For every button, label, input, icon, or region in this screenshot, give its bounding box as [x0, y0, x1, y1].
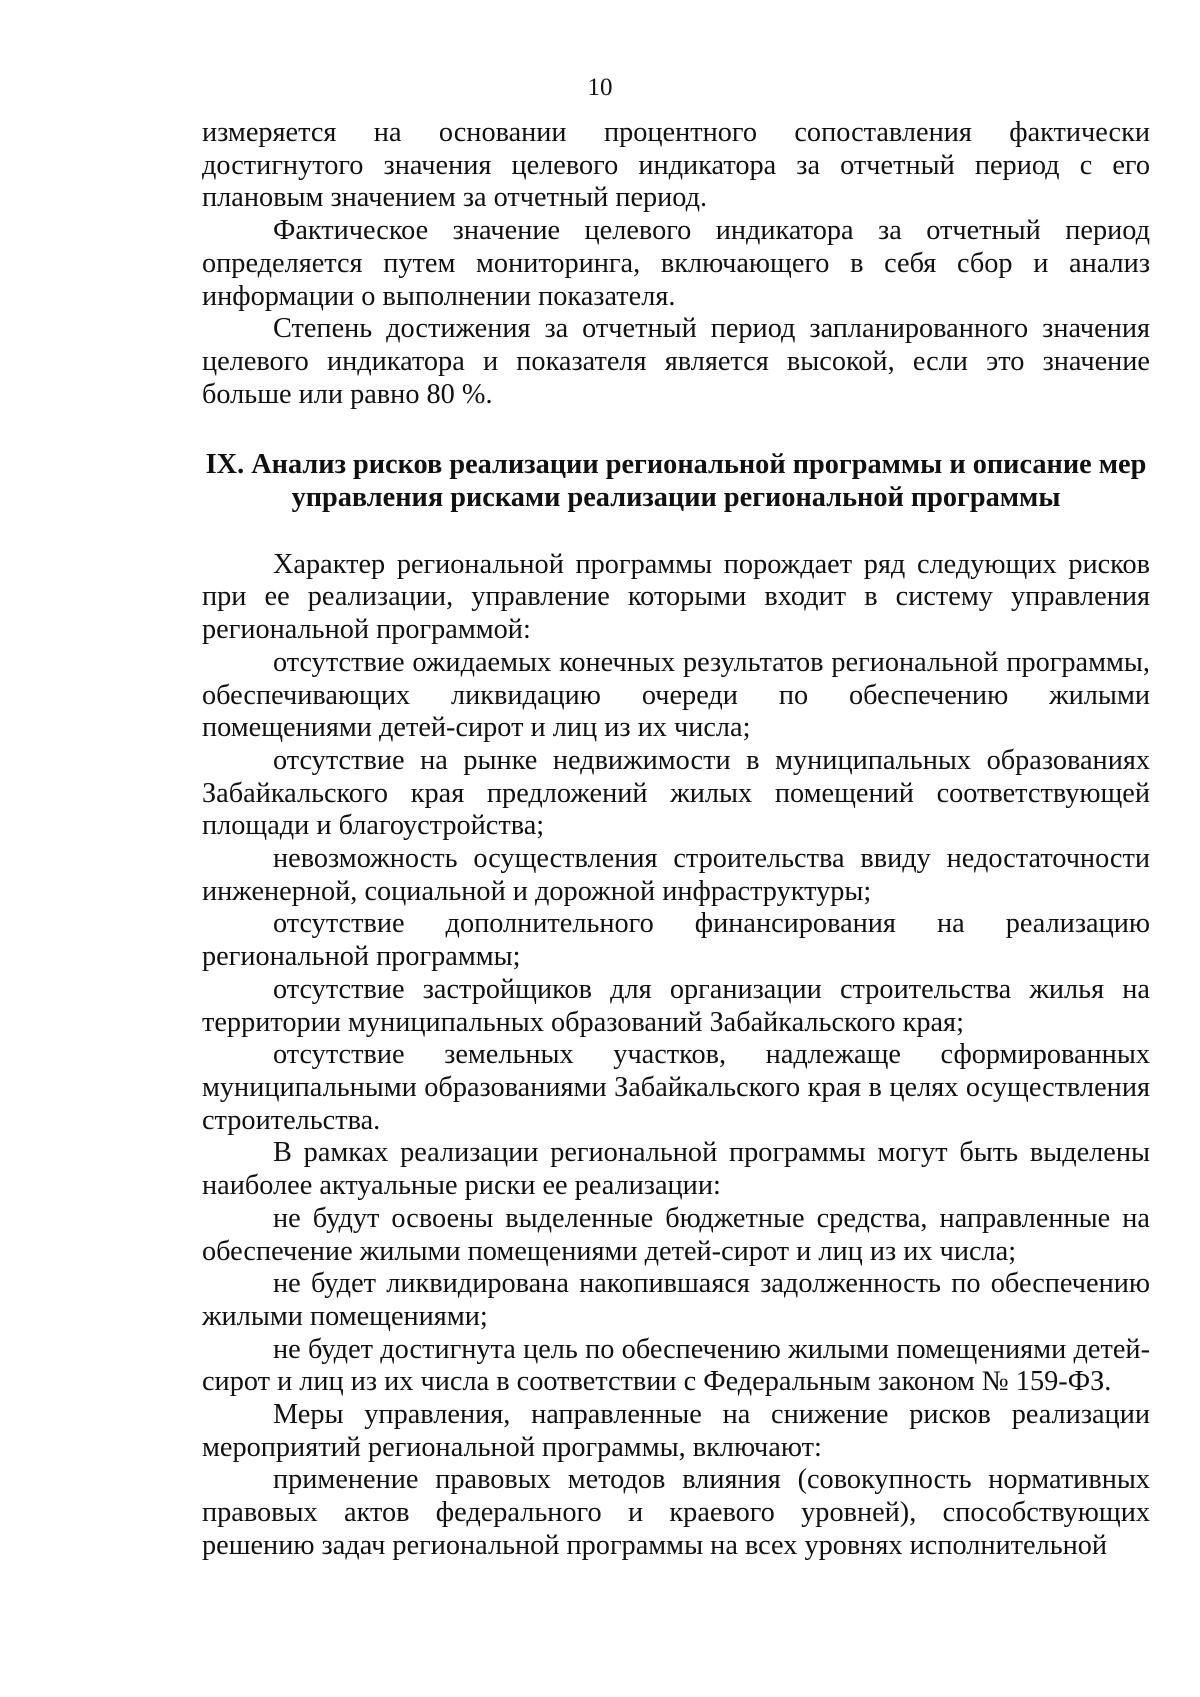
section-heading: IX. Анализ рисков реализации региональной программы и описание мер управления рисками реализации региональной программы	[205, 449, 1147, 514]
risk-list-item: не будет ликвидирована накопившаяся задолженность по обеспечению жилыми помещениями;	[202, 1268, 1150, 1332]
risk-list-item: отсутствие ожидаемых конечных результатов региональной программы, обеспечивающих ликвидацию очереди по обеспечению жилыми помещениями детей-сирот и лиц из их числа;	[202, 646, 1150, 744]
paragraph-continuation: измеряется на основании процентного сопоставления фактически достигнутого значения целевого индикатора за отчетный период с его плановым значением за отчетный период.	[202, 117, 1150, 214]
paragraph: Фактическое значение целевого индикатора за отчетный период определяется путем мониторинга, включающего в себя сбор и анализ информации о выполнении показателя.	[202, 215, 1150, 312]
page-number: 10	[587, 74, 613, 101]
risk-list-item: невозможность осуществления строительства ввиду недостаточности инженерной, социальной и дорожной инфраструктуры;	[202, 843, 1150, 907]
measure-list-item: применение правовых методов влияния (совокупность нормативных правовых актов федерального и краевого уровней), способствующих решению задач региональной программы на всех уровнях исполнительной	[202, 1464, 1150, 1561]
document-body	[202, 117, 1150, 1563]
paragraph: В рамках реализации региональной программы могут быть выделены наиболее актуальные риски ее реализации:	[202, 1137, 1150, 1202]
paragraph: Степень достижения за отчетный период запланированного значения целевого индикатора и показателя является высокой, если это значение больше или равно 80 %.	[202, 313, 1150, 410]
risk-list-item: не будут освоены выделенные бюджетные средства, направленные на обеспечение жилыми помещениями детей-сирот и лиц из их числа;	[202, 1202, 1150, 1267]
risk-list-item: отсутствие земельных участков, надлежаще сформированных муниципальными образованиями Забайкальского края в целях осуществления строительства.	[202, 1039, 1150, 1136]
risk-list-item: отсутствие застройщиков для организации строительства жилья на территории муниципальных образований Забайкальского края;	[202, 973, 1150, 1038]
risk-list-item: отсутствие дополнительного финансирования на реализацию региональной программы;	[202, 908, 1150, 973]
paragraph: Характер региональной программы порождает ряд следующих рисков при ее реализации, управление которыми входит в систему управления региональной программой:	[202, 548, 1150, 646]
paragraph: Меры управления, направленные на снижение рисков реализации мероприятий региональной программы, включают:	[202, 1399, 1150, 1463]
risk-list-item: не будет достигнута цель по обеспечению жилыми помещениями детей-сирот и лиц из их числа в соответствии с Федеральным законом № 159-ФЗ.	[202, 1333, 1150, 1398]
risk-list-item: отсутствие на рынке недвижимости в муниципальных образованиях Забайкальского края предложений жилых помещений соответствующей площади и благоустройства;	[202, 744, 1150, 842]
